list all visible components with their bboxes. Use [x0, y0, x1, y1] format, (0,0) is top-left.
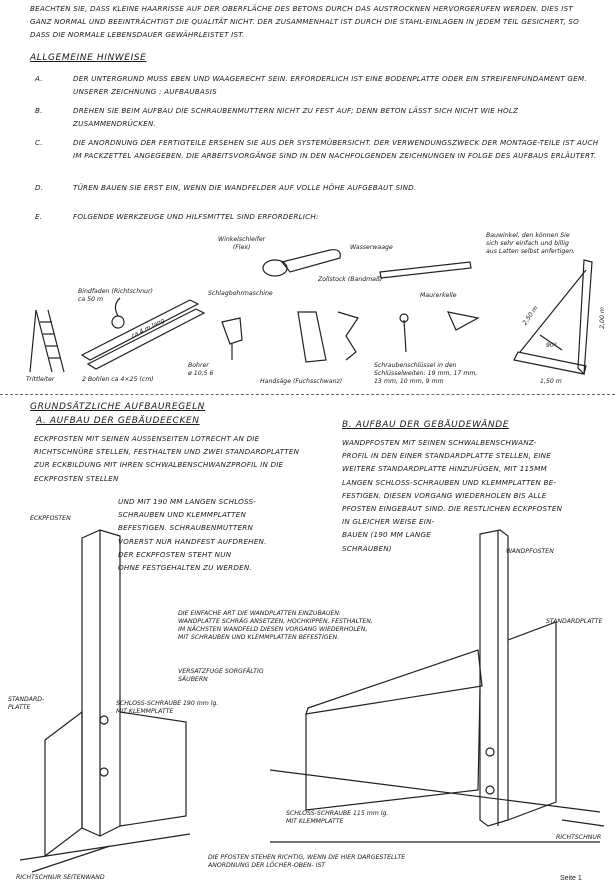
hint-key: B. [35, 106, 43, 115]
section-a-text: ECKPFOSTEN MIT SEINEN AUSSENSEITEN LOTRECHT AN DIE RICHTSCHNÜRE STELLEN, FESTHALTEN UND ZWEI STANDARDPLATTEN ZUR ECKBILDUNG MIT IHREN SCHWALBENSCHWANZPROFIL IN DIE ECKPFOSTEN STELLEN [34, 434, 300, 483]
hint-text: DER UNTERGRUND MUSS EBEN UND WAAGERECHT SEIN. ERFORDERLICH IST EINE BODENPLATTE ODER EIN STREIFENFUNDAMENT GEM. UNSERER ZEICHNUNG : AUFBAUBASIS [73, 74, 587, 97]
hint-key: E. [35, 212, 43, 221]
hint-key: C. [35, 138, 43, 147]
hint-key: D. [35, 183, 44, 192]
dim-150: 1,50 m [540, 378, 562, 385]
label-eckpfosten: ECKPFOSTEN [30, 515, 71, 522]
dim-200: 2,00 m [598, 307, 606, 329]
section-b-text: WANDPFOSTEN MIT SEINEN SCHWALBENSCHWANZ- PROFIL IN DEN EINER STANDARDPLATTE STELLEN, EINE WEITERE STANDARDPLATTE HINZUFÜGEN, MIT 115MM LANGEN SCHLOSS-SCHRAUBEN UND KLEMMPLATTEN BE- FESTIGEN. DIESEN VORGANG WIEDERHOLEN BIS ALLE PFOSTEN EINGEBAUT SIND. DIE RESTLICHEN ECKPFOSTEN IN GLEICHER WEISE EIN- BAUEN (190 MM LANGE SCHRAUBEN) [342, 438, 563, 553]
label-schlagbohrmaschine: Schlagbohrmaschine [208, 290, 273, 297]
section-a-text2: UND MIT 190 MM LANGEN SCHLOSS- SCHRAUBEN UND KLEMMPLATTEN BEFESTIGEN. SCHRAUBENMUTTERN VORERST NUR HANDFEST AUFDREHEN. DER ECKPFOSTEN STEHT NUN OHNE FESTGEHALTEN ZU WERDEN. [118, 497, 267, 573]
label-schloss-115: SCHLOSS-SCHRAUBE 115 mm lg. MIT KLEMMPLATTE [286, 810, 389, 825]
label-schraubenschluessel: Schraubenschlüssel in den Schlüsselweiten: 19 mm, 17 mm, 13 mm, 10 mm, 9 mm [374, 362, 478, 385]
label-simple-wall: DIE EINFACHE ART DIE WANDPLATTEN EINZUBAUEN: WANDPLATTE SCHRÄG ANSETZEN, HOCHKIPPEN, FESTHALTEN, IM NÄCHSTEN WANDFELD DIESEN VORGANG WIEDERHOLEN, MIT SCHRAUBEN UND KLEMMPLATTEN BEFESTIGEN. [178, 610, 373, 641]
label-versatzfuge: VERSATZFUGE SORGFÄLTIG SÄUBERN [178, 668, 264, 683]
label-bohrer: Bohrer ø 10,5 6 [188, 362, 214, 377]
label-bauwinkel: Bauwinkel, den können Sie sich sehr einfach und billig aus Latten selbst anfertigen. [486, 232, 575, 255]
footer-note: DIE PFOSTEN STEHEN RICHTIG, WENN DIE HIER DARGESTELLTE ANORDNUNG DER LÖCHER-OBEN- IST [208, 854, 406, 869]
general-heading: ALLGEMEINE HINWEISE [30, 53, 147, 63]
label-schloss-190: SCHLOSS-SCHRAUBE 190 mm lg. MIT KLEMMPLATTE [116, 700, 219, 715]
wall-post-icon [480, 530, 508, 826]
label-standardplatte-left: STANDARD- PLATTE [8, 696, 45, 711]
label-bindfaden: Bindfaden (Richtschnur) ca 50 m [78, 288, 153, 303]
dim-90: 90° [546, 342, 557, 349]
intro-paragraph: BEACHTEN SIE, DASS KLEINE HAARRISSE AUF DER OBERFLÄCHE DES BETONS DURCH DAS AUSTROCKNEN HERVORGERUFEN WERDEN. DIES IST GANZ NORMAL UND BEEINTRÄCHTIGT DIE QUALITÄT NICHT. DER ZUSAMMENHALT IST DURCH DIE STAHL-EINLAGEN IN JEDEM TEIL GESICHERT, SO DASS DIE NORMALE LEBENSDAUER GEWÄHRLEISTET IST. [30, 4, 580, 40]
section-a-title: A. AUFBAU DER GEBÄUDEECKEN [36, 416, 200, 426]
label-bohlen: 2 Bohlen ca 4×25 (cm) [82, 376, 154, 383]
dim-250: 2,50 m [521, 304, 540, 327]
rules-heading: GRUNDSÄTZLICHE AUFBAUREGELN [30, 402, 206, 412]
label-maurerkelle: Maurerkelle [420, 292, 457, 299]
hint-text: TÜREN BAUEN SIE ERST EIN, WENN DIE WANDFELDER AUF VOLLE HÖHE AUFGEBAUT SIND. [73, 183, 417, 192]
label-richtschnur-seitenwand: RICHTSCHNUR SEITENWAND [16, 874, 105, 881]
label-trittleiter: Trittleiter [26, 376, 55, 383]
right-standard-plate-icon [508, 622, 556, 820]
section-b-title: B. AUFBAU DER GEBÄUDEWÄNDE [342, 420, 510, 430]
hint-text: FOLGENDE WERKZEUGE UND HILFSMITTEL SIND ERFORDERLICH: [73, 212, 319, 221]
label-richtschnur: RICHTSCHNUR [556, 834, 602, 841]
page-number: Seite 1 [560, 875, 582, 882]
label-wandpfosten: WANDPFOSTEN [506, 548, 554, 555]
label-zollstock: Zollstock (Bandmaß) [318, 276, 383, 283]
hint-text: DREHEN SIE BEIM AUFBAU DIE SCHRAUBENMUTTERN NICHT ZU FEST AUF; DENN BETON LÄSST SICH NICHT WIE HOLZ ZUSAMMENDRÜCKEN. [73, 106, 519, 129]
left-back-plate-icon [120, 712, 186, 826]
left-standard-plate-icon [45, 712, 82, 856]
hint-text: DIE ANORDNUNG DER FERTIGTEILE ERSEHEN SIE AUS DER SYSTEMÜBERSICHT. DER VERWENDUNGSZWECK DER MONTAGE-TEILE IST AUCH IM PACKZETTEL ANGEGEBEN. DIE ARBEITSVORGÄNGE SIND IN DEN NACHFOLGENDEN ZEICHNUNGEN IN FOLGE DES AUFBAUS ERLÄUTERT. [73, 138, 599, 161]
hint-key: A. [35, 74, 43, 83]
label-standardplatte-right: STANDARDPLATTE [546, 618, 603, 625]
label-winkelschleifer: Winkelschleifer (Flex) [218, 236, 266, 251]
label-wasserwaage: Wasserwaage [350, 244, 393, 251]
corner-post-icon [82, 530, 120, 836]
label-handsaege: Handsäge (Fuchsschwanz) [260, 378, 343, 385]
label-bohlen-length: ca 4 m lang [130, 317, 166, 340]
